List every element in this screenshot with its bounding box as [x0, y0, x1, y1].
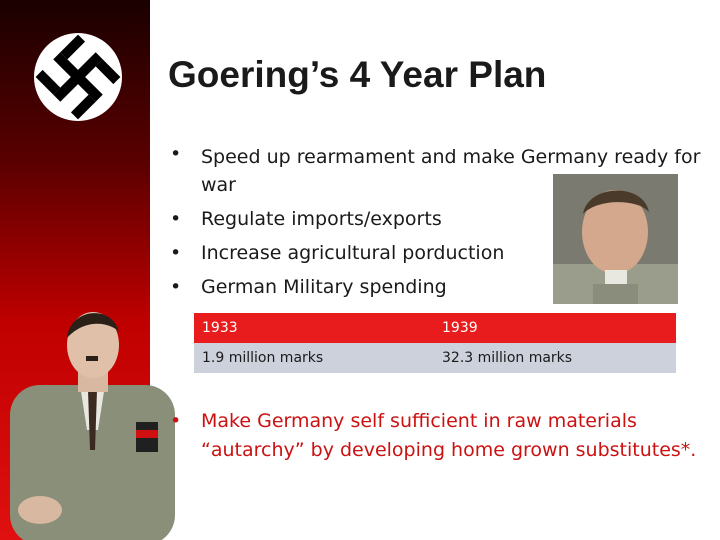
portrait-photo — [553, 174, 678, 304]
closing-bullet-list — [170, 407, 715, 465]
swastika-emblem-icon — [33, 32, 123, 122]
slide-title: Goering’s 4 Year Plan — [168, 54, 547, 95]
bullet-item: • Speed up rearmament and make Germany ready for war — [170, 140, 710, 202]
table-header-cell: 1939 — [434, 313, 676, 343]
table-cell: 32.3 million marks — [434, 343, 676, 373]
bullet-item: • German Military spending — [170, 270, 710, 304]
table-cell: 1.9 million marks — [194, 343, 434, 373]
table-row — [194, 343, 676, 373]
table-header-row — [194, 313, 676, 343]
spending-table — [194, 313, 676, 373]
bullet-item: • Increase agricultural porduction — [170, 236, 710, 270]
closing-bullet-item: • Make Germany self sufficient in raw materials “autarchy” by developing home grown substitutes*. — [170, 407, 715, 465]
table-header-cell: 1933 — [194, 313, 434, 343]
uniformed-figure-photo — [0, 290, 185, 540]
bullet-item: • Regulate imports/exports — [170, 202, 710, 236]
